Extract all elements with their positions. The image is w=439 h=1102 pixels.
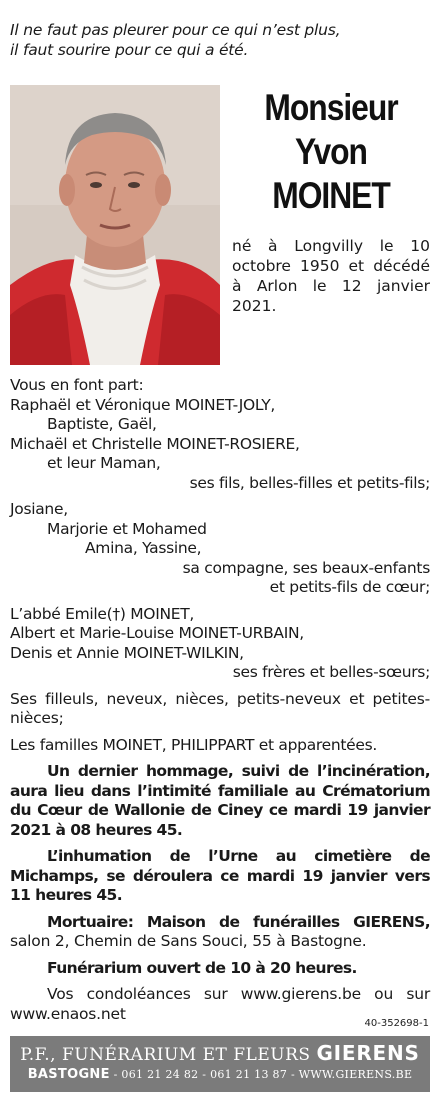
birth-death-info: né à Longvilly le 10 octobre 1950 et décédé à Arlon le 12 janvier 2021.	[232, 237, 430, 315]
banner-brand: GIERENS	[316, 1041, 420, 1065]
family-line: Baptiste, Gaël,	[47, 415, 157, 433]
announcement-body	[10, 376, 430, 1024]
family-relation: ses fils, belles-filles et petits-fils;	[189, 473, 430, 492]
family-relation: et petits-fils de cœur;	[269, 578, 430, 596]
mortuary-address: salon 2, Chemin de Sans Souci, 55 à Bastogne.	[10, 932, 367, 950]
portrait-photo	[10, 85, 220, 365]
banner-contact: - 061 21 24 82 - 061 21 13 87 - WWW.GIERENS.BE	[109, 1068, 413, 1081]
deceased-name	[242, 86, 419, 218]
family-line: Michaël et Christelle MOINET-ROSIERE,	[10, 434, 300, 453]
family-line: et leur Maman,	[47, 454, 161, 472]
banner-line-2	[10, 1066, 430, 1084]
burial-paragraph: L’inhumation de l’Urne au cimetière de Michamps, se déroulera ce mardi 19 janvier vers 11 heures 45.	[10, 847, 430, 904]
name-last: MOINET	[272, 175, 390, 216]
banner-city: BASTOGNE	[27, 1067, 110, 1082]
banner-prefix: P.F., FUNÉRARIUM ET FLEURS	[20, 1045, 311, 1065]
mortuary-label: Mortuaire: Maison de funérailles GIERENS,	[47, 912, 430, 931]
name-title: Monsieur	[264, 87, 398, 128]
godchildren-line: Ses filleuls, neveux, nièces, petits-neveux et petites-nièces;	[10, 689, 430, 727]
family-line: Denis et Annie MOINET-WILKIN,	[10, 643, 244, 662]
mortuary-paragraph	[10, 913, 430, 952]
quote-line-1: Il ne faut pas pleurer pour ce qui n’est plus,	[10, 21, 341, 39]
family-relation: sa compagne, ses beaux-enfants	[182, 558, 430, 577]
family-line: Marjorie et Mohamed	[47, 519, 207, 538]
name-first: Yvon	[295, 131, 367, 172]
reference-number: 40-352698-1	[364, 1018, 429, 1029]
family-line: Albert et Marie-Louise MOINET-URBAIN,	[10, 624, 304, 642]
epitaph-quote	[10, 20, 430, 60]
family-line: Amina, Yassine,	[85, 539, 202, 557]
quote-line-2: il faut sourire pour ce qui a été.	[10, 41, 249, 59]
banner-line-1	[10, 1042, 430, 1066]
families-line: Les familles MOINET, PHILIPPART et apparentées.	[10, 735, 378, 754]
condolences-line: Vos condoléances sur www.gierens.be ou sur www.enaos.net	[10, 985, 430, 1023]
tribute-paragraph: Un dernier hommage, suivi de l’incinération, aura lieu dans l’intimité familiale au Crématorium du Cœur de Wallonie de Ciney ce mardi 19 janvier 2021 à 08 heures 45.	[10, 762, 430, 839]
family-line: Raphaël et Véronique MOINET-JOLY,	[10, 395, 275, 414]
family-relation: ses frères et belles-sœurs;	[232, 663, 430, 681]
family-line: L’abbé Emile(†) MOINET,	[10, 604, 195, 623]
funeral-home-banner	[10, 1036, 430, 1092]
family-line: Josiane,	[10, 500, 68, 518]
hours-line: Funérarium ouvert de 10 à 20 heures.	[47, 958, 357, 977]
family-intro: Vous en font part:	[10, 376, 144, 394]
